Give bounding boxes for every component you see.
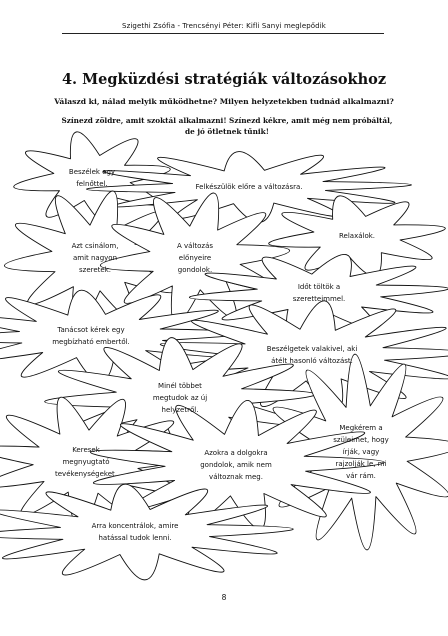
page-number: 8 xyxy=(221,593,227,602)
instruction-coloring: Színezd zöldre, amit szoktál alkalmazni! Színezd kékre, amit még nem próbáltál, de jó ötletnek tűnik! xyxy=(61,116,393,136)
cloud-label-loved-ones: Időt töltök a szeretteimmel. xyxy=(292,283,346,303)
cloud-label-focus: Arra koncentrálok, amire hatással tudok lenni. xyxy=(91,522,179,542)
page-title: 4. Megküzdési stratégiák változásokhoz xyxy=(61,71,387,88)
cloud-label-calming: Keresek megnyugtató tevékenységeket. xyxy=(55,446,117,478)
cloud-label-advantages: A változás előnyeire gondolok. xyxy=(176,242,214,274)
cloud-label-talk-adult: Beszélek egy felnőttel. xyxy=(68,168,116,188)
cloud-label-ask-parents: Megkérem a szüleimet, hogy írják, vagy rajzolják le, mi vár rám. xyxy=(333,424,389,480)
instruction-question: Válaszd ki, nálad melyik működhetne? Milyen helyzetekben tudnád alkalmazni? xyxy=(54,97,394,106)
cloud-label-unchanging: Azokra a dolgokra gondolok, amik nem változnak meg. xyxy=(200,449,272,481)
running-header: Szigethi Zsófia - Trencsényi Péter: Kifli Sanyi meglepődik xyxy=(122,22,326,30)
cloud-label-prepare: Felkészülök előre a változásra. xyxy=(195,183,303,191)
cloud-label-do-fun: Azt csinálom, amit nagyon szeretek. xyxy=(71,242,119,274)
cloud-label-advice: Tanácsot kérek egy megbízható embertől. xyxy=(52,326,130,346)
cloud-label-relax: Relaxálok. xyxy=(338,232,376,240)
cloud-label-similar: Beszélgetek valakivel, aki átélt hasonló változást. xyxy=(266,345,358,365)
cloud-label-learn-more: Minél többet megtudok az új helyzetről. xyxy=(152,382,208,414)
